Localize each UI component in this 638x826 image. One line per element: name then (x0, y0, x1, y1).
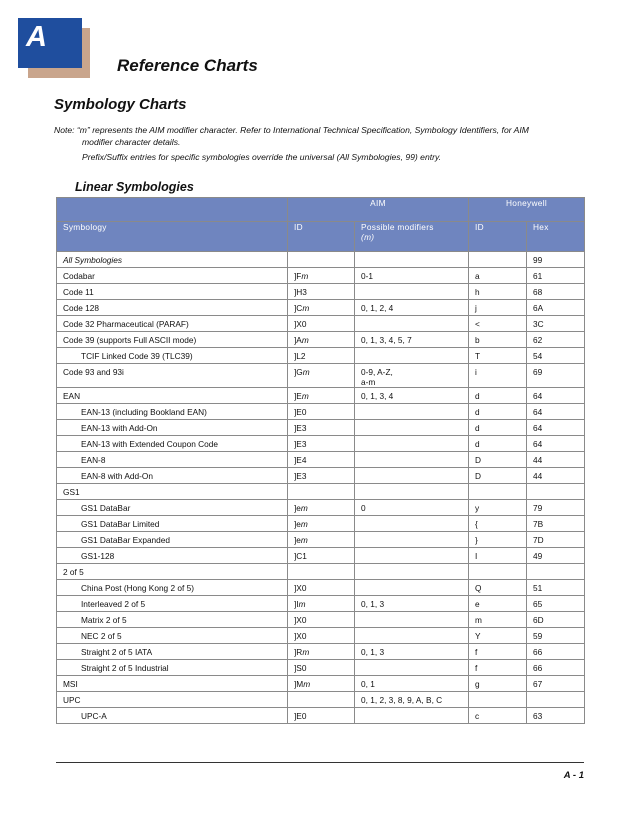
table-row (57, 484, 585, 500)
cell-honeywell-id: j (469, 300, 527, 316)
table-row (57, 644, 585, 660)
header-modifiers (355, 222, 469, 252)
cell-honeywell-id (469, 252, 527, 268)
modifiers-line: 0, 1, 2, 3, 8, 9, A, B, C (361, 695, 443, 705)
aim-id-modifier: m (298, 599, 306, 609)
cell-symbology: Codabar (57, 268, 288, 284)
cell-honeywell-id: f (469, 660, 527, 676)
note-prefix-suffix: Prefix/Suffix entries for specific symbologies override the universal (All Symbologies, 99) entry. (82, 152, 442, 162)
cell-honeywell-id: d (469, 388, 527, 404)
cell-hex: 44 (527, 452, 585, 468)
cell-honeywell-id: i (469, 364, 527, 388)
table-row (57, 332, 585, 348)
cell-aim-id: ]X0 (288, 316, 355, 332)
cell-symbology: Code 93 and 93i (57, 364, 288, 388)
cell-hex: 64 (527, 388, 585, 404)
cell-symbology: NEC 2 of 5 (57, 628, 288, 644)
note (54, 124, 594, 148)
modifiers-line: a-m (361, 377, 376, 387)
aim-id-prefix: ]F (294, 271, 302, 281)
table-row (57, 516, 585, 532)
cell-hex: 79 (527, 500, 585, 516)
cell-modifiers (355, 676, 469, 692)
cell-modifiers (355, 316, 469, 332)
aim-id-prefix: ]E (294, 391, 302, 401)
modifiers-line: 0-9, A-Z, (361, 367, 393, 377)
cell-modifiers (355, 644, 469, 660)
cell-hex: 62 (527, 332, 585, 348)
cell-honeywell-id: { (469, 516, 527, 532)
note-line-1: Note: “m” represents the AIM modifier character. Refer to International Technical Specification, Symbology Identifiers, for AIM (54, 125, 529, 135)
cell-symbology: EAN-8 with Add-On (57, 468, 288, 484)
cell-symbology: MSI (57, 676, 288, 692)
cell-honeywell-id: d (469, 420, 527, 436)
aim-id-modifier: m (302, 303, 310, 313)
cell-honeywell-id: c (469, 708, 527, 724)
cell-symbology: 2 of 5 (57, 564, 288, 580)
table-row (57, 580, 585, 596)
header-modifiers-label: Possible modifiers (361, 222, 434, 232)
table-row (57, 452, 585, 468)
cell-modifiers (355, 660, 469, 676)
cell-aim-id (288, 484, 355, 500)
cell-modifiers (355, 596, 469, 612)
table-row (57, 660, 585, 676)
cell-hex: 66 (527, 660, 585, 676)
cell-modifiers (355, 284, 469, 300)
subsection-title: Linear Symbologies (75, 180, 194, 194)
cell-honeywell-id: D (469, 452, 527, 468)
cell-aim-id (288, 676, 355, 692)
table-row (57, 300, 585, 316)
cell-honeywell-id: y (469, 500, 527, 516)
cell-symbology: UPC-A (57, 708, 288, 724)
aim-id-modifier: m (300, 519, 308, 529)
aim-id-prefix: ]e (294, 535, 301, 545)
aim-id-prefix: ]e (294, 503, 301, 513)
cell-symbology: UPC (57, 692, 288, 708)
cell-aim-id (288, 516, 355, 532)
cell-hex: 6A (527, 300, 585, 316)
cell-symbology: EAN-13 (including Bookland EAN) (57, 404, 288, 420)
cell-honeywell-id (469, 484, 527, 500)
cell-modifiers (355, 468, 469, 484)
cell-aim-id: ]C1 (288, 548, 355, 564)
cell-aim-id (288, 388, 355, 404)
table-row (57, 548, 585, 564)
cell-modifiers (355, 404, 469, 420)
table-row (57, 532, 585, 548)
cell-honeywell-id: m (469, 612, 527, 628)
cell-symbology: All Symbologies (57, 252, 288, 268)
cell-modifiers (355, 692, 469, 708)
cell-aim-id: ]L2 (288, 348, 355, 364)
table-row (57, 676, 585, 692)
aim-id-modifier: m (302, 647, 310, 657)
cell-honeywell-id: b (469, 332, 527, 348)
aim-id-prefix: ]G (294, 367, 303, 377)
modifiers-line: 0 (361, 503, 366, 513)
table-row (57, 420, 585, 436)
cell-honeywell-id: T (469, 348, 527, 364)
cell-honeywell-id (469, 692, 527, 708)
cell-modifiers (355, 564, 469, 580)
footer-rule (56, 762, 584, 763)
table-row (57, 284, 585, 300)
cell-modifiers (355, 500, 469, 516)
table-body (57, 252, 585, 724)
cell-aim-id (288, 596, 355, 612)
header-honeywell: Honeywell (469, 198, 585, 222)
page-number: A - 1 (563, 770, 584, 781)
header-honeywell-id: ID (469, 222, 527, 252)
cell-modifiers (355, 348, 469, 364)
header-blank (57, 198, 288, 222)
cell-honeywell-id: Q (469, 580, 527, 596)
cell-modifiers (355, 420, 469, 436)
cell-hex: 44 (527, 468, 585, 484)
aim-id-modifier: m (300, 535, 308, 545)
cell-aim-id (288, 268, 355, 284)
cell-symbology: Matrix 2 of 5 (57, 612, 288, 628)
table-row (57, 628, 585, 644)
cell-aim-id: ]X0 (288, 628, 355, 644)
table-row (57, 348, 585, 364)
cell-aim-id (288, 252, 355, 268)
cell-symbology: Code 39 (supports Full ASCII mode) (57, 332, 288, 348)
table-row (57, 316, 585, 332)
cell-honeywell-id: I (469, 548, 527, 564)
cell-hex: 7B (527, 516, 585, 532)
chapter-title: Reference Charts (117, 56, 258, 75)
cell-symbology: GS1-128 (57, 548, 288, 564)
table-row (57, 404, 585, 420)
cell-symbology: EAN-8 (57, 452, 288, 468)
table-row (57, 564, 585, 580)
cell-hex: 7D (527, 532, 585, 548)
symbology-table (56, 197, 585, 724)
cell-modifiers (355, 452, 469, 468)
cell-honeywell-id (469, 564, 527, 580)
cell-symbology: TCIF Linked Code 39 (TLC39) (57, 348, 288, 364)
aim-id-prefix: ]A (294, 335, 302, 345)
cell-symbology: Straight 2 of 5 IATA (57, 644, 288, 660)
cell-hex: 65 (527, 596, 585, 612)
cell-aim-id: ]E0 (288, 404, 355, 420)
cell-modifiers (355, 628, 469, 644)
cell-symbology: GS1 (57, 484, 288, 500)
aim-id-prefix: ]M (294, 679, 304, 689)
cell-aim-id (288, 500, 355, 516)
header-symbology: Symbology (57, 222, 288, 252)
cell-hex: 49 (527, 548, 585, 564)
aim-id-prefix: ]C (294, 303, 303, 313)
cell-symbology: EAN-13 with Extended Coupon Code (57, 436, 288, 452)
table-row (57, 612, 585, 628)
aim-id-modifier: m (301, 391, 309, 401)
cell-aim-id (288, 692, 355, 708)
table-row (57, 252, 585, 268)
modifiers-line: 0, 1, 3 (361, 647, 385, 657)
cell-modifiers (355, 252, 469, 268)
cell-symbology: GS1 DataBar (57, 500, 288, 516)
table-row (57, 692, 585, 708)
cell-aim-id (288, 364, 355, 388)
cell-symbology: Interleaved 2 of 5 (57, 596, 288, 612)
cell-symbology: EAN-13 with Add-On (57, 420, 288, 436)
cell-hex (527, 692, 585, 708)
cell-modifiers (355, 300, 469, 316)
cell-honeywell-id: f (469, 644, 527, 660)
cell-modifiers (355, 708, 469, 724)
cell-symbology: GS1 DataBar Expanded (57, 532, 288, 548)
cell-modifiers (355, 532, 469, 548)
cell-symbology: Code 128 (57, 300, 288, 316)
cell-aim-id: ]E4 (288, 452, 355, 468)
table-column-header-row (57, 222, 585, 252)
cell-aim-id: ]E3 (288, 436, 355, 452)
cell-symbology: EAN (57, 388, 288, 404)
cell-modifiers (355, 332, 469, 348)
cell-hex (527, 564, 585, 580)
cell-aim-id (288, 564, 355, 580)
chapter-letter: A (26, 21, 47, 53)
aim-id-prefix: ]e (294, 519, 301, 529)
section-title: Symbology Charts (54, 96, 187, 113)
cell-aim-id: ]X0 (288, 612, 355, 628)
table-row (57, 708, 585, 724)
cell-modifiers (355, 612, 469, 628)
cell-hex: 63 (527, 708, 585, 724)
table-row (57, 500, 585, 516)
aim-id-modifier: m (301, 271, 309, 281)
modifiers-line: 0, 1, 3, 4 (361, 391, 394, 401)
table-row (57, 268, 585, 284)
cell-symbology: Code 11 (57, 284, 288, 300)
cell-hex: 6D (527, 612, 585, 628)
cell-modifiers (355, 364, 469, 388)
cell-aim-id: ]X0 (288, 580, 355, 596)
cell-hex: 69 (527, 364, 585, 388)
header-aim-id: ID (288, 222, 355, 252)
cell-modifiers (355, 484, 469, 500)
table-group-header-row (57, 198, 585, 222)
cell-symbology: GS1 DataBar Limited (57, 516, 288, 532)
cell-aim-id: ]S0 (288, 660, 355, 676)
cell-modifiers (355, 548, 469, 564)
aim-id-modifier: m (303, 679, 311, 689)
cell-honeywell-id: e (469, 596, 527, 612)
cell-hex: 64 (527, 404, 585, 420)
table-row (57, 436, 585, 452)
cell-honeywell-id: d (469, 404, 527, 420)
cell-honeywell-id: d (469, 436, 527, 452)
cell-hex: 54 (527, 348, 585, 364)
aim-id-modifier: m (302, 367, 310, 377)
cell-symbology: China Post (Hong Kong 2 of 5) (57, 580, 288, 596)
header-aim: AIM (288, 198, 469, 222)
cell-hex: 99 (527, 252, 585, 268)
cell-aim-id: ]E3 (288, 420, 355, 436)
cell-honeywell-id: g (469, 676, 527, 692)
modifiers-line: 0-1 (361, 271, 373, 281)
header-modifiers-m: (m) (361, 232, 375, 242)
modifiers-line: 0, 1, 2, 4 (361, 303, 394, 313)
cell-hex (527, 484, 585, 500)
table-row (57, 468, 585, 484)
cell-hex: 3C (527, 316, 585, 332)
cell-aim-id (288, 532, 355, 548)
header-hex: Hex (527, 222, 585, 252)
cell-honeywell-id: h (469, 284, 527, 300)
cell-hex: 67 (527, 676, 585, 692)
cell-honeywell-id: D (469, 468, 527, 484)
cell-modifiers (355, 268, 469, 284)
cell-honeywell-id: Y (469, 628, 527, 644)
cell-hex: 66 (527, 644, 585, 660)
cell-symbology: Straight 2 of 5 Industrial (57, 660, 288, 676)
aim-id-prefix: ]R (294, 647, 303, 657)
cell-modifiers (355, 516, 469, 532)
cell-hex: 61 (527, 268, 585, 284)
cell-hex: 59 (527, 628, 585, 644)
table-row (57, 364, 585, 388)
cell-symbology: Code 32 Pharmaceutical (PARAF) (57, 316, 288, 332)
cell-modifiers (355, 388, 469, 404)
table-row (57, 388, 585, 404)
cell-aim-id: ]E0 (288, 708, 355, 724)
cell-hex: 64 (527, 420, 585, 436)
modifiers-line: 0, 1 (361, 679, 375, 689)
cell-honeywell-id: } (469, 532, 527, 548)
cell-aim-id: ]H3 (288, 284, 355, 300)
cell-aim-id (288, 332, 355, 348)
aim-id-modifier: m (301, 335, 309, 345)
modifiers-line: 0, 1, 3 (361, 599, 385, 609)
cell-hex: 68 (527, 284, 585, 300)
cell-honeywell-id: a (469, 268, 527, 284)
table-row (57, 596, 585, 612)
cell-modifiers (355, 436, 469, 452)
cell-modifiers (355, 580, 469, 596)
cell-hex: 64 (527, 436, 585, 452)
cell-aim-id (288, 644, 355, 660)
note-line-2: modifier character details. (82, 137, 181, 147)
cell-aim-id (288, 300, 355, 316)
cell-aim-id: ]E3 (288, 468, 355, 484)
cell-honeywell-id: < (469, 316, 527, 332)
aim-id-prefix: ]I (294, 599, 299, 609)
modifiers-line: 0, 1, 3, 4, 5, 7 (361, 335, 412, 345)
aim-id-modifier: m (300, 503, 308, 513)
cell-hex: 51 (527, 580, 585, 596)
